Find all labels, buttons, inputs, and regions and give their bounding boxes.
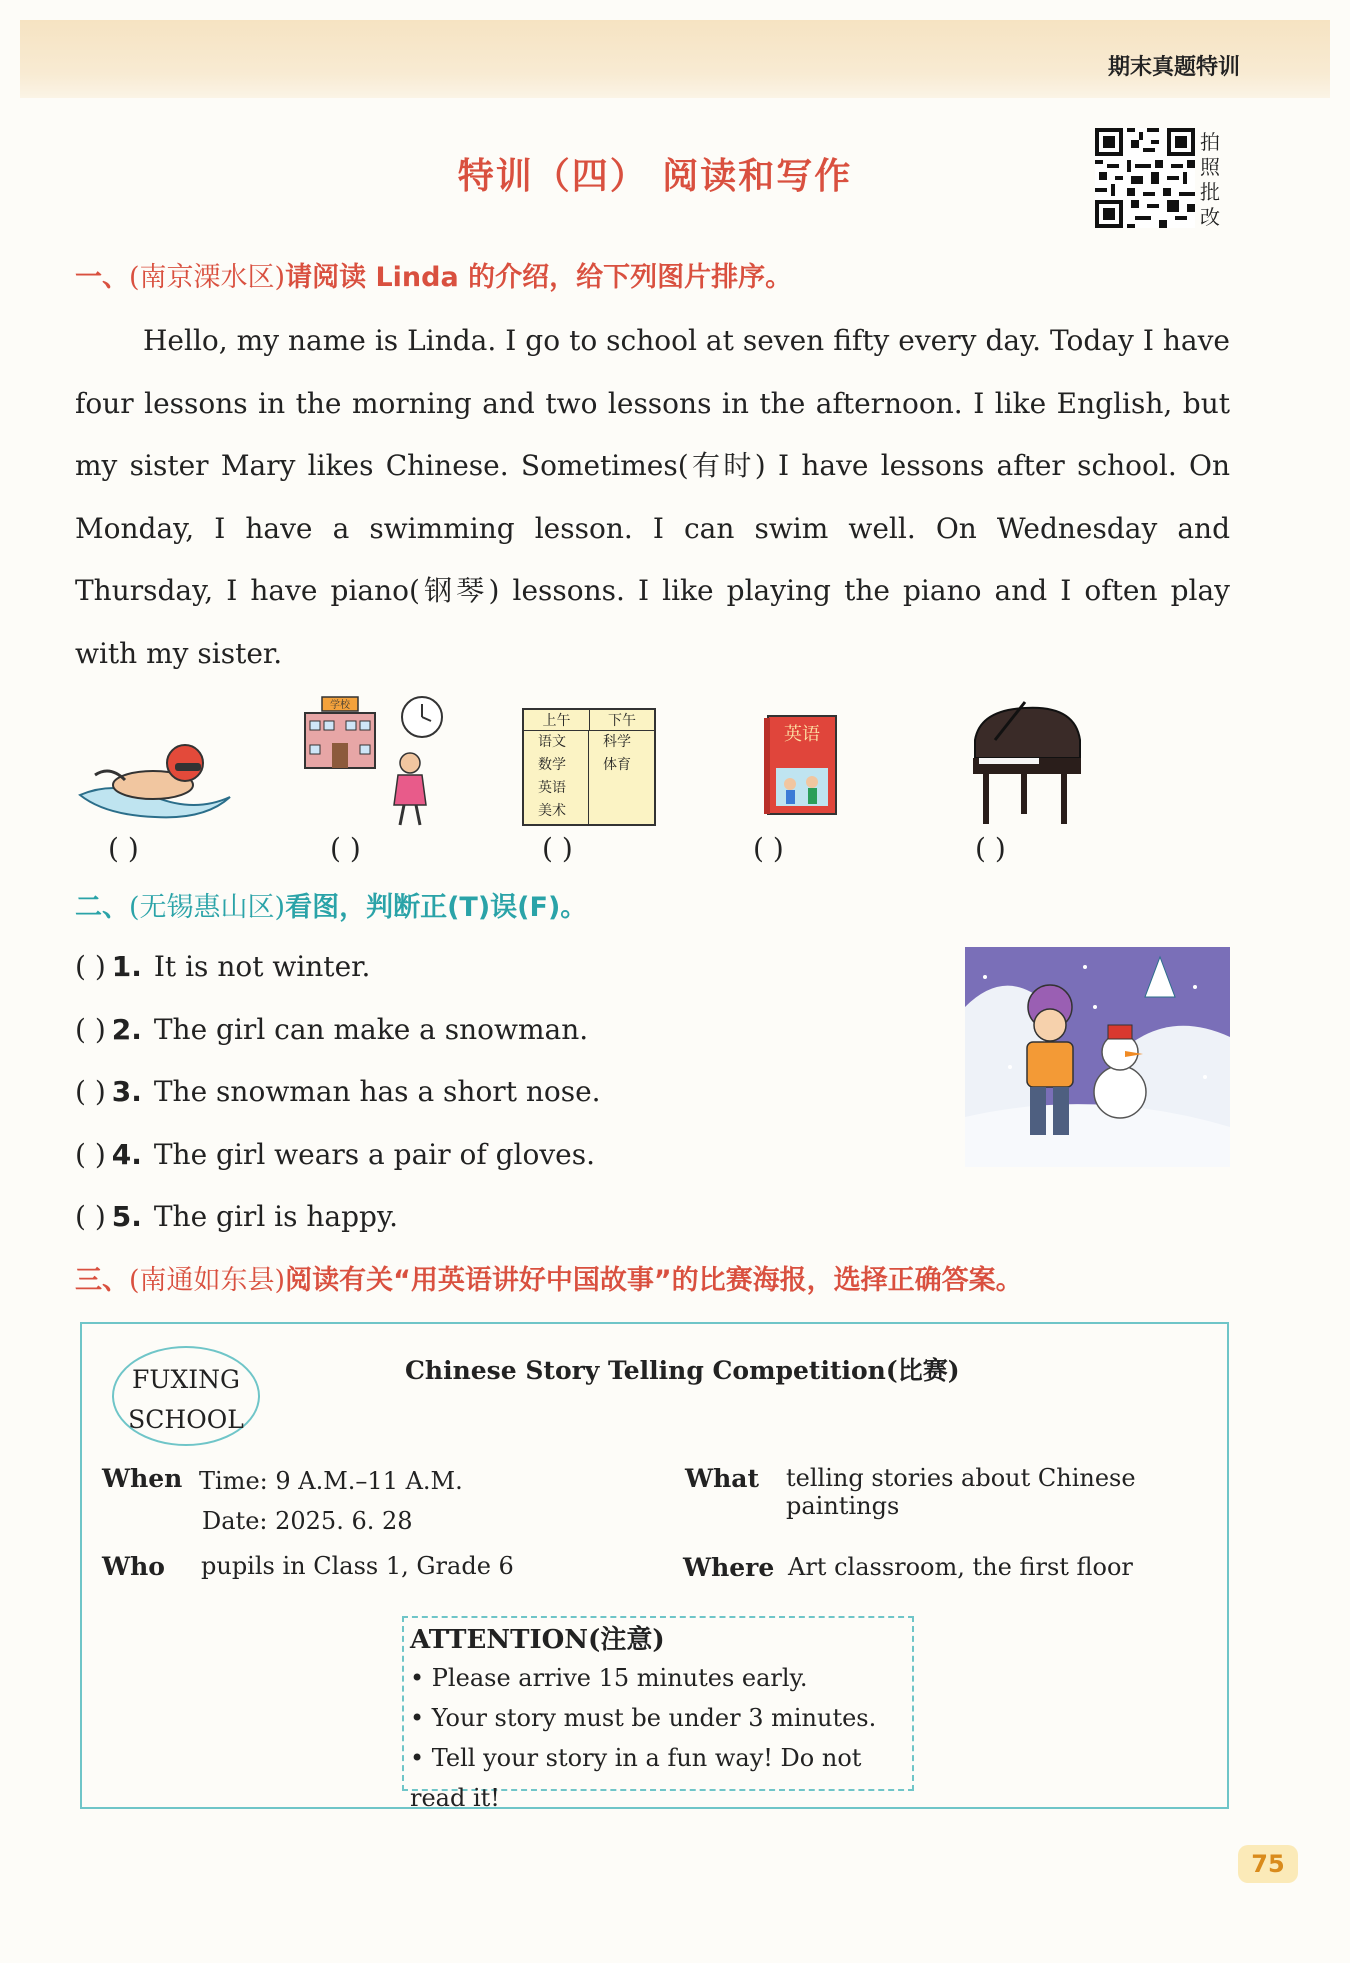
school-clock-girl-picture <box>300 695 450 830</box>
section1-heading <box>75 255 792 294</box>
question-number: 4. <box>111 1137 142 1171</box>
true-false-item <box>75 1075 601 1108</box>
section3-source: (南通如东县) <box>129 1265 286 1296</box>
true-false-item <box>75 1200 398 1233</box>
section2-source: (无锡惠山区) <box>129 892 286 923</box>
when-label: When <box>102 1464 183 1493</box>
answer-blank-3[interactable]: ( ) <box>542 832 573 865</box>
timetable-pm-header: 下午 <box>608 713 636 729</box>
snowman-picture <box>965 947 1230 1167</box>
where-value: Art classroom, the first floor <box>788 1553 1133 1581</box>
section3-heading <box>75 1258 1023 1297</box>
school-sign-label: 学校 <box>330 700 350 711</box>
timetable-pm-subject: 科学 <box>603 734 631 750</box>
who-value: pupils in Class 1, Grade 6 <box>201 1552 514 1580</box>
reading-passage <box>75 310 1230 685</box>
school-name-line1: FUXING <box>132 1365 240 1394</box>
answer-blank[interactable]: ( ) <box>75 1075 106 1108</box>
section2-heading <box>75 885 587 924</box>
question-text: The girl is happy. <box>153 1200 398 1233</box>
section2-prefix: 二、 <box>75 892 129 923</box>
header-label: 期末真题特训 <box>1107 55 1240 80</box>
question-number: 5. <box>111 1200 142 1233</box>
question-number: 1. <box>111 950 142 983</box>
section3-instruction: 阅读有关“用英语讲好中国故事”的比赛海报，选择正确答案。 <box>285 1265 1023 1296</box>
timetable-am-subject: 美术 <box>538 803 566 819</box>
attention-item: • Tell your story in a fun way! Do not read it! <box>410 1744 862 1812</box>
section1-source: (南京溧水区) <box>129 262 286 293</box>
section1-prefix: 一、 <box>75 262 129 293</box>
piano-picture <box>965 700 1085 830</box>
english-book-picture <box>762 712 842 820</box>
passage-text: Hello, my name is Linda. I go to school at seven fifty every day. Today I have four lessons in the morning and two lessons in the afternoon. I like English, but my sister Mary likes Chinese. Sometimes(有时) I have lessons after school. On Monday, I have a swimming lesson. I can swim well. On Wednesday and Thursday, I have piano(钢琴) lessons. I like playing the piano and I often play with my sister. <box>75 324 1230 670</box>
what-value: telling stories about Chinese paintings <box>786 1464 1136 1520</box>
answer-blank[interactable]: ( ) <box>75 1200 106 1233</box>
attention-item: • Please arrive 15 minutes early. <box>410 1664 808 1692</box>
section1-instruction: 请阅读 Linda 的介绍，给下列图片排序。 <box>285 262 793 293</box>
answer-blank-4[interactable]: ( ) <box>753 832 784 865</box>
true-false-item <box>75 1013 588 1046</box>
attention-item: • Your story must be under 3 minutes. <box>410 1704 877 1732</box>
timetable-am-column <box>524 731 589 826</box>
school-badge <box>112 1346 260 1446</box>
timetable-picture <box>522 708 656 826</box>
where-label: Where <box>683 1553 775 1582</box>
qr-caption: 拍照批改 <box>1200 130 1220 229</box>
poster-title: Chinese Story Telling Competition(比赛) <box>405 1356 960 1385</box>
timetable-am-subject: 英语 <box>538 780 566 796</box>
competition-poster <box>80 1322 1229 1812</box>
answer-blank-1[interactable]: ( ) <box>108 832 139 865</box>
section3-prefix: 三、 <box>75 1265 129 1296</box>
timetable-am-subject: 数学 <box>538 757 566 773</box>
question-text: It is not winter. <box>153 950 371 983</box>
who-label: Who <box>102 1552 165 1581</box>
question-number: 3. <box>111 1075 142 1108</box>
true-false-item <box>75 950 370 983</box>
swimming-picture <box>75 735 235 825</box>
date-value: Date: 2025. 6. 28 <box>202 1507 413 1535</box>
timetable-pm-column <box>589 731 654 826</box>
attention-box <box>402 1616 914 1812</box>
page-number: 75 <box>1238 1845 1298 1883</box>
what-label: What <box>685 1464 759 1493</box>
question-number: 2. <box>111 1012 142 1046</box>
timetable-am-header: 上午 <box>524 710 590 730</box>
section2-instruction: 看图，判断正(T)误(F)。 <box>285 892 588 923</box>
answer-blank-5[interactable]: ( ) <box>975 832 1006 865</box>
book-title: 英语 <box>784 724 820 745</box>
page-title: 特训（四） 阅读和写作 <box>457 156 853 197</box>
school-name-line2: SCHOOL <box>128 1405 244 1434</box>
question-text: The girl wears a pair of gloves. <box>153 1137 596 1171</box>
attention-list <box>410 1658 906 1818</box>
question-text: The snowman has a short nose. <box>153 1075 601 1108</box>
question-text: The girl can make a snowman. <box>153 1012 589 1046</box>
answer-blank[interactable]: ( ) <box>75 950 106 983</box>
true-false-item <box>75 1138 595 1171</box>
timetable-am-subject: 语文 <box>538 734 566 750</box>
answer-blank[interactable]: ( ) <box>75 1137 106 1171</box>
timetable-pm-subject: 体育 <box>603 757 631 773</box>
answer-blank-2[interactable]: ( ) <box>330 832 361 865</box>
attention-title: ATTENTION(注意) <box>410 1625 665 1655</box>
qr-code-icon[interactable] <box>1095 128 1195 228</box>
answer-blank[interactable]: ( ) <box>75 1012 106 1046</box>
time-value: Time: 9 A.M.–11 A.M. <box>199 1467 463 1495</box>
